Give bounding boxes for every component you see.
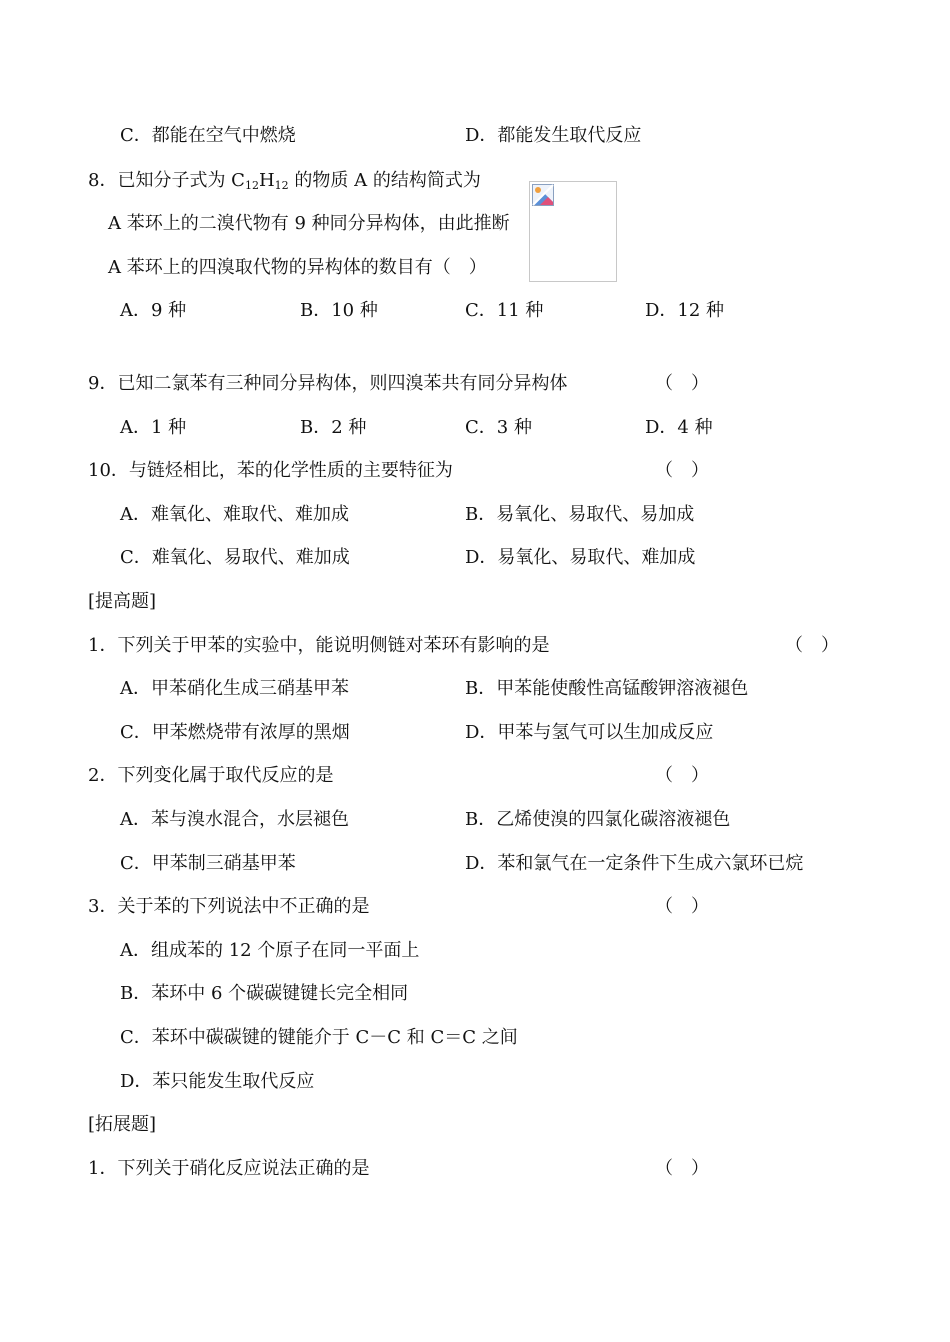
q7-option-d: D．都能发生取代反应 <box>465 125 642 146</box>
ext1-answer-paren: （ ） <box>655 1158 709 1179</box>
section-extension-heading: [拓展题] <box>88 1114 157 1135</box>
adv2-option-b: B．乙烯使溴的四氯化碳溶液褪色 <box>465 809 731 830</box>
q8-suffix: 的物质 A 的结构简式为 <box>288 170 481 191</box>
q8-mid: H <box>258 170 275 191</box>
q8-line2: A 苯环上的二溴代物有 9 种同分异构体，由此推断 <box>108 213 510 234</box>
q9-answer-paren: （ ） <box>655 373 709 394</box>
q8-stem <box>88 169 481 193</box>
q9-option-b: B．2 种 <box>300 417 367 438</box>
adv2-option-d: D．苯和氯气在一定条件下生成六氯环已烷 <box>465 853 804 874</box>
adv2-option-c: C．甲苯制三硝基甲苯 <box>120 853 296 874</box>
q9-option-a: A．1 种 <box>120 417 187 438</box>
q9-option-c: C．3 种 <box>465 417 532 438</box>
q8-sub2: 12 <box>274 179 289 192</box>
adv1-answer-paren: （ ） <box>785 635 839 656</box>
adv3-option-a: A．组成苯的 12 个原子在同一平面上 <box>120 940 420 961</box>
section-advanced-heading: [提高题] <box>88 591 157 612</box>
adv1-option-a: A．甲苯硝化生成三硝基甲苯 <box>120 678 349 699</box>
q8-prefix: 8．已知分子式为 C <box>88 170 245 191</box>
adv1-option-d: D．甲苯与氢气可以生加成反应 <box>465 722 714 743</box>
q8-option-a: A．9 种 <box>120 300 187 321</box>
q10-stem: 10．与链烃相比，苯的化学性质的主要特征为 <box>88 460 453 481</box>
ext1-stem: 1．下列关于硝化反应说法正确的是 <box>88 1158 370 1179</box>
adv1-option-b: B．甲苯能使酸性高锰酸钾溶液褪色 <box>465 678 749 699</box>
q10-answer-paren: （ ） <box>655 460 709 481</box>
q8-option-d: D．12 种 <box>645 300 725 321</box>
adv2-option-a: A．苯与溴水混合，水层褪色 <box>120 809 349 830</box>
structure-image-placeholder <box>529 181 617 282</box>
adv1-option-c: C．甲苯燃烧带有浓厚的黑烟 <box>120 722 350 743</box>
q10-option-c: C．难氧化、易取代、难加成 <box>120 547 350 568</box>
q8-option-b: B．10 种 <box>300 300 378 321</box>
q9-option-d: D．4 种 <box>645 417 713 438</box>
adv3-answer-paren: （ ） <box>655 896 709 917</box>
q7-option-c: C．都能在空气中燃烧 <box>120 125 296 146</box>
broken-image-icon <box>532 184 554 206</box>
q8-sub1: 12 <box>244 179 259 192</box>
adv1-stem: 1．下列关于甲苯的实验中，能说明侧链对苯环有影响的是 <box>88 635 550 656</box>
adv3-option-c: C．苯环中碳碳键的键能介于 C－C 和 C＝C 之间 <box>120 1027 518 1048</box>
q10-option-b: B．易氧化、易取代、易加成 <box>465 504 695 525</box>
q8-line3: A 苯环上的四溴取代物的异构体的数目有（ ） <box>108 257 487 278</box>
adv3-stem: 3．关于苯的下列说法中不正确的是 <box>88 896 370 917</box>
q10-option-a: A．难氧化、难取代、难加成 <box>120 504 349 525</box>
q8-option-c: C．11 种 <box>465 300 544 321</box>
adv3-option-b: B．苯环中 6 个碳碳键键长完全相同 <box>120 983 409 1004</box>
adv2-stem: 2．下列变化属于取代反应的是 <box>88 765 334 786</box>
q10-option-d: D．易氧化、易取代、难加成 <box>465 547 696 568</box>
adv2-answer-paren: （ ） <box>655 765 709 786</box>
q9-stem: 9．已知二氯苯有三种同分异构体，则四溴苯共有同分异构体 <box>88 373 568 394</box>
adv3-option-d: D．苯只能发生取代反应 <box>120 1071 315 1092</box>
